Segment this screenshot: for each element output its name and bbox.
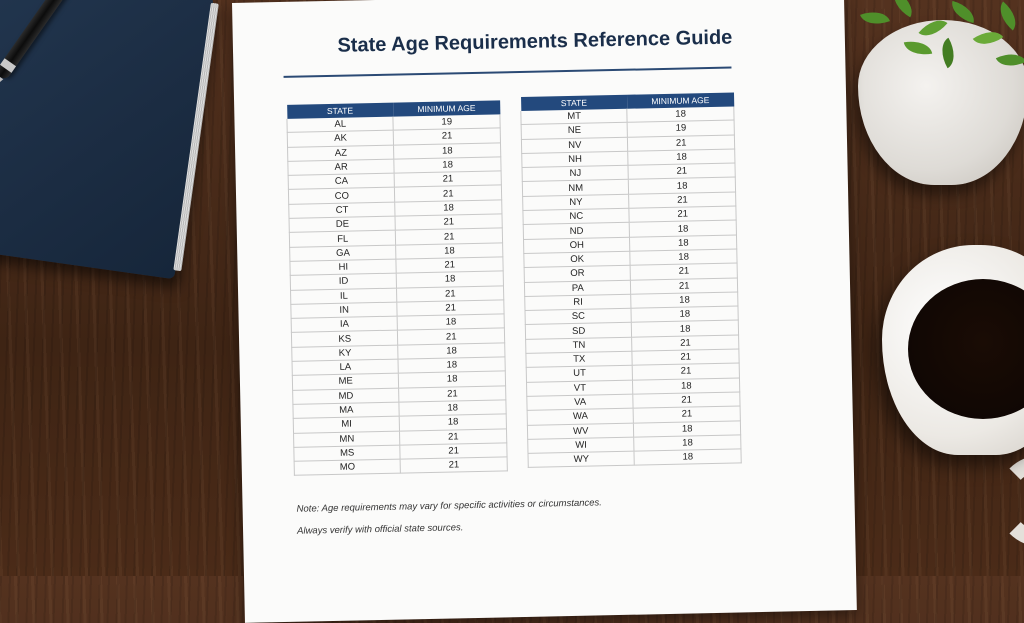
mug-handle	[996, 455, 1024, 547]
minimum-age-cell: 18	[629, 177, 736, 194]
state-cell: CT	[289, 202, 396, 219]
state-cell: UT	[526, 366, 633, 383]
state-cell: MD	[293, 388, 400, 405]
minimum-age-cell: 21	[400, 443, 507, 460]
minimum-age-cell: 21	[395, 171, 502, 188]
state-cell: NH	[522, 151, 629, 168]
minimum-age-cell: 21	[629, 192, 736, 209]
minimum-age-cell: 18	[628, 149, 735, 166]
title-divider	[284, 67, 732, 78]
minimum-age-cell: 21	[400, 428, 507, 445]
state-cell: KY	[292, 345, 399, 362]
state-column-header: STATE	[287, 103, 394, 119]
plant-pot	[858, 20, 1024, 185]
minimum-age-cell: 19	[628, 120, 735, 137]
leaf	[860, 6, 890, 30]
state-cell: RI	[525, 294, 632, 311]
minimum-age-cell: 21	[401, 457, 508, 474]
minimum-age-cell: 21	[633, 392, 740, 409]
minimum-age-cell: 21	[633, 363, 740, 380]
minimum-age-cell: 21	[399, 385, 506, 402]
minimum-age-cell: 18	[396, 243, 503, 260]
state-cell: FL	[289, 230, 396, 247]
minimum-age-cell: 21	[396, 228, 503, 245]
state-cell: ND	[523, 223, 630, 240]
state-cell: NC	[523, 208, 630, 225]
state-cell: OH	[524, 237, 631, 254]
state-cell: GA	[290, 245, 397, 262]
age-table-right	[520, 93, 742, 469]
state-cell: IA	[291, 316, 398, 333]
minimum-age-cell: 21	[397, 285, 504, 302]
state-cell: CA	[288, 173, 395, 190]
minimum-age-cell: 21	[634, 406, 741, 423]
footnote-line-1: Note: Age requirements may vary for specific activities or circumstances.	[296, 497, 603, 515]
minimum-age-cell: 18	[634, 449, 741, 466]
state-cell: TN	[526, 337, 633, 354]
minimum-age-cell: 18	[632, 320, 739, 337]
state-cell: WI	[528, 437, 635, 454]
state-cell: TX	[526, 351, 633, 368]
state-cell: AL	[287, 117, 394, 133]
minimum-age-cell: 21	[632, 335, 739, 352]
state-cell: NE	[521, 123, 628, 140]
minimum-age-cell: 18	[400, 414, 507, 431]
state-cell: NJ	[522, 165, 629, 182]
leaf	[888, 0, 919, 17]
state-cell: CO	[288, 188, 395, 205]
state-cell: IN	[291, 302, 398, 319]
state-cell: OK	[524, 251, 631, 268]
state-cell: MI	[293, 416, 400, 433]
state-cell: MT	[521, 109, 628, 125]
state-cell: AK	[287, 130, 394, 147]
state-cell: WV	[527, 423, 634, 440]
minimum-age-cell: 18	[399, 400, 506, 417]
minimum-age-cell: 18	[627, 107, 734, 123]
minimum-age-cell: 18	[394, 157, 501, 174]
state-cell: ME	[292, 373, 399, 390]
minimum-age-cell: 18	[394, 143, 501, 160]
state-column-header: STATE	[521, 95, 628, 111]
minimum-age-cell: 21	[631, 263, 738, 280]
reference-sheet	[232, 0, 857, 623]
minimum-age-cell: 21	[628, 135, 735, 152]
minimum-age-cell: 18	[630, 220, 737, 237]
state-cell: WY	[528, 451, 635, 468]
state-cell: MS	[294, 445, 401, 462]
minimum-age-cell: 18	[398, 314, 505, 331]
footnote	[296, 488, 817, 543]
state-cell: OR	[524, 265, 631, 282]
minimum-age-cell: 18	[633, 378, 740, 395]
minimum-age-cell: 21	[394, 128, 501, 145]
table-row	[528, 449, 741, 468]
minimum-age-cell: 21	[395, 185, 502, 202]
minimum-age-column-header: MINIMUM AGE	[393, 100, 500, 116]
minimum-age-cell: 21	[631, 278, 738, 295]
minimum-age-cell: 18	[398, 357, 505, 374]
state-cell: NV	[521, 137, 628, 154]
minimum-age-cell: 21	[396, 257, 503, 274]
coffee	[908, 279, 1024, 419]
minimum-age-cell: 21	[398, 328, 505, 345]
state-cell: NM	[522, 180, 629, 197]
state-cell: AR	[288, 159, 395, 176]
state-cell: ID	[290, 273, 397, 290]
state-cell: KS	[291, 331, 398, 348]
state-cell: LA	[292, 359, 399, 376]
minimum-age-cell: 21	[397, 300, 504, 317]
state-cell: MA	[293, 402, 400, 419]
minimum-age-cell: 18	[398, 343, 505, 360]
minimum-age-cell: 21	[395, 214, 502, 231]
coffee-mug	[882, 245, 1024, 455]
minimum-age-cell: 18	[631, 292, 738, 309]
state-cell: VA	[527, 394, 634, 411]
leaf	[993, 2, 1023, 31]
footnote-line-2: Always verify with official state sources.	[296, 522, 464, 537]
minimum-age-cell: 18	[395, 200, 502, 217]
minimum-age-cell: 19	[393, 114, 500, 130]
minimum-age-cell: 21	[628, 163, 735, 180]
minimum-age-column-header: MINIMUM AGE	[627, 93, 734, 109]
state-cell: IL	[291, 288, 398, 305]
age-table-left	[286, 100, 508, 476]
table-row	[294, 457, 507, 476]
minimum-age-cell: 21	[629, 206, 736, 223]
state-cell: WA	[527, 408, 634, 425]
state-cell: MN	[294, 431, 401, 448]
minimum-age-cell: 18	[631, 306, 738, 323]
page-title: State Age Requirements Reference Guide	[337, 26, 733, 57]
minimum-age-cell: 18	[397, 271, 504, 288]
state-cell: PA	[524, 280, 631, 297]
minimum-age-cell: 18	[634, 435, 741, 452]
minimum-age-cell: 18	[630, 249, 737, 266]
state-cell: VT	[527, 380, 634, 397]
minimum-age-cell: 21	[632, 349, 739, 366]
minimum-age-cell: 18	[399, 371, 506, 388]
state-cell: MO	[294, 459, 401, 476]
state-cell: NY	[523, 194, 630, 211]
minimum-age-cell: 18	[634, 420, 741, 437]
state-cell: HI	[290, 259, 397, 276]
notebook-pages	[173, 3, 218, 271]
state-cell: AZ	[288, 145, 395, 162]
state-cell: DE	[289, 216, 396, 233]
state-cell: SD	[525, 323, 632, 340]
minimum-age-cell: 18	[630, 235, 737, 252]
state-cell: SC	[525, 308, 632, 325]
